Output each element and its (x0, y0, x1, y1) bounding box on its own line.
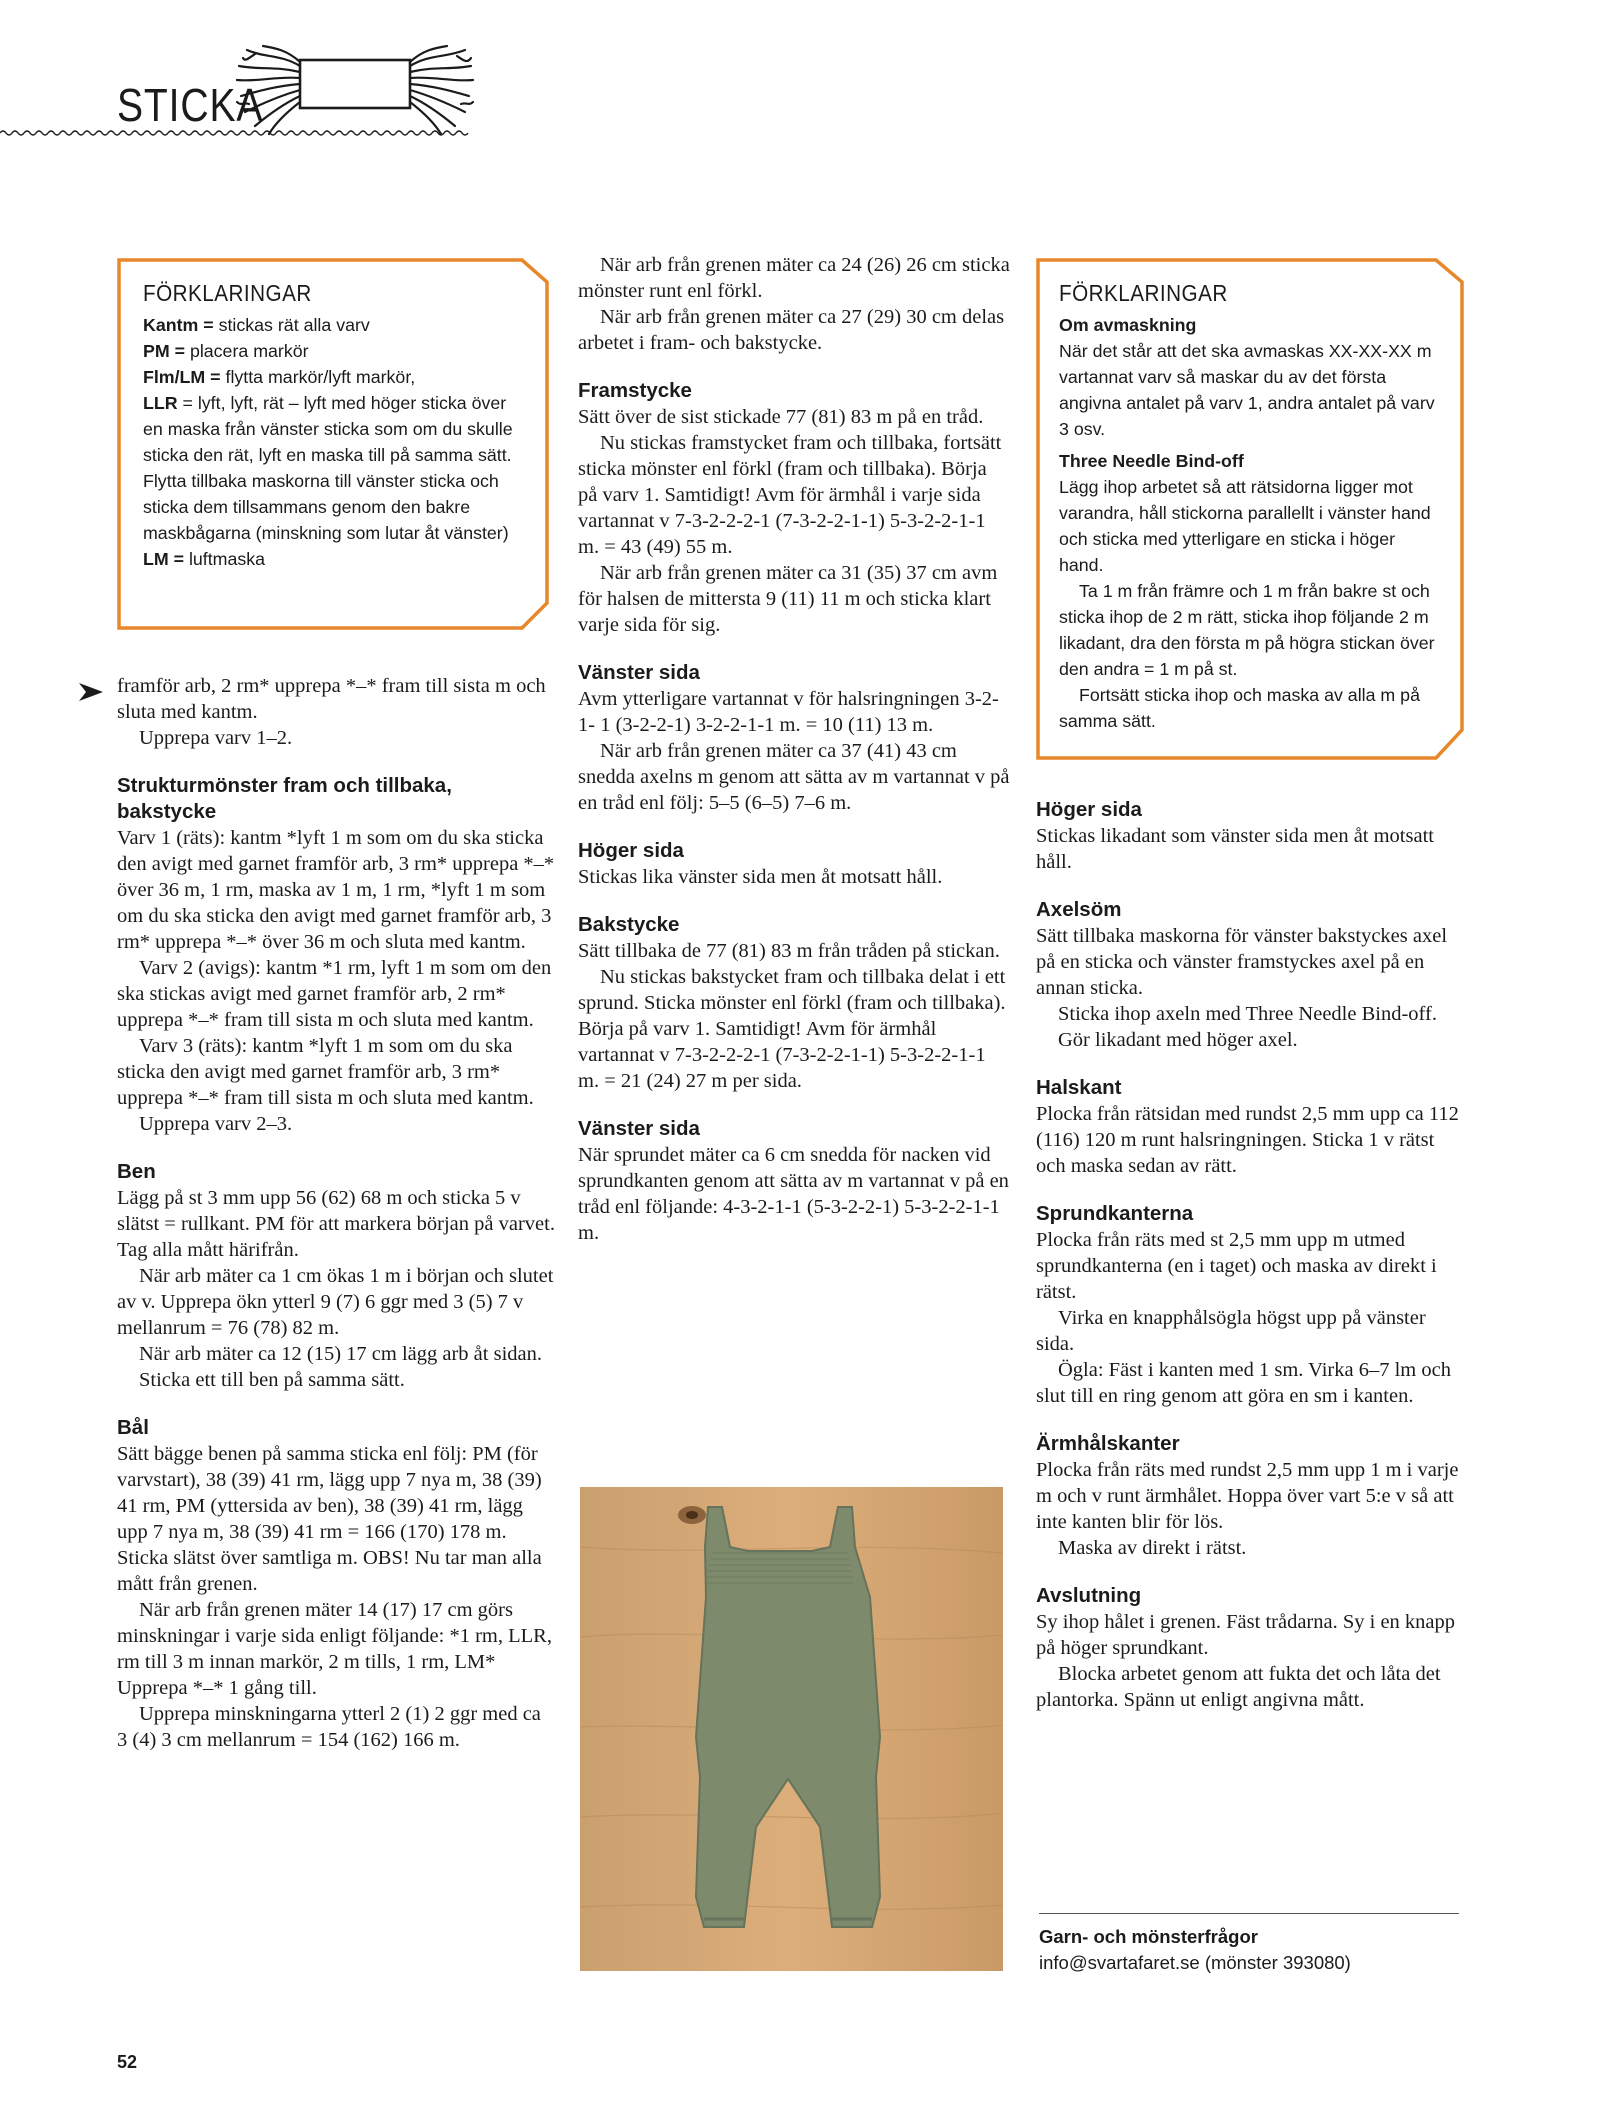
contact-heading: Garn- och mönsterfrågor (1039, 1926, 1258, 1947)
paragraph: framför arb, 2 rm* upprepa *–* fram till sista m och sluta med kantm. (117, 675, 546, 723)
yarn-skein-icon (235, 44, 475, 136)
paragraph: Avm ytterligare vartannat v för halsringningen 3-2-1- 1 (3-2-2-1) 3-2-2-1-1 m. = 10 (11) 13 m. (578, 688, 999, 736)
paragraph: När arb från grenen mäter ca 31 (35) 37 cm avm för halsen de mittersta 9 (11) 11 m och sticka klart varje sida för sig. (578, 562, 998, 636)
explanation-kantm: Kantm = stickas rät alla varv (143, 315, 370, 335)
paragraph: När arb från grenen mäter ca 27 (29) 30 cm delas arbetet i fram- och bakstycke. (578, 306, 1005, 354)
paragraph: Sätt bägge benen på samma sticka enl följ: PM (för varvstart), 38 (39) 41 rm, lägg upp 7 nya m, 38 (39) 41 rm, PM (yttersida av ben), 38 (39) 41 rm, lägg upp 7 nya m, 38 (39) 41 rm = 166 (170) 178 m. Sticka slätst över samtliga m. OBS! Nu tar man alla mått från grenen. (117, 1443, 542, 1595)
heading-sprundkanterna: Sprundkanterna (1036, 1202, 1194, 1225)
contact-divider (1039, 1913, 1459, 1914)
paragraph: När sprundet mäter ca 6 cm snedda för nacken vid sprundkanten genom att sätta av m vartannat v på en tråd enl följande: 4-3-2-1-1 (5-3-2-2-1) 5-3-2-2-1-1 m. (578, 1144, 1009, 1244)
paragraph: Plocka från räts med rundst 2,5 mm upp 1 m i varje m och v runt ärmhålet. Hoppa över vart 5:e v så att inte kanten blir för lös. (1036, 1459, 1459, 1533)
paragraph: Maska av direkt i rätst. (1058, 1537, 1247, 1559)
paragraph: Lägg på st 3 mm upp 56 (62) 68 m och sticka 5 v slätst = rullkant. PM för att markera början på varvet. Tag alla mått härifrån. (117, 1187, 555, 1261)
explanation-llr: LLR = lyft, lyft, rät – lyft med höger sticka över en maska från vänster sticka som om du skulle sticka den rät, lyft en maska till på samma sätt. Flytta tillbaka maskorna till vänster sticka och sticka dem tillsammans genom den bakre maskbågarna (minskning som lutar åt vänster) (143, 393, 513, 543)
heading-framstycke: Framstycke (578, 379, 692, 402)
right-box-title: FÖRKLARINGAR (1059, 280, 1228, 306)
paragraph: Upprepa minskningarna ytterl 2 (1) 2 ggr med ca 3 (4) 3 cm mellanrum = 154 (162) 166 m. (117, 1703, 541, 1751)
contact-email[interactable]: info@svartafaret.se (mönster 393080) (1039, 1952, 1351, 1973)
heading-om-avmaskning: Om avmaskning (1059, 315, 1197, 335)
explanation-pm: PM = placera markör (143, 341, 309, 361)
paragraph: När arb mäter ca 12 (15) 17 cm lägg arb åt sidan. (139, 1343, 543, 1365)
section-title: STICKA (117, 79, 264, 131)
paragraph: När arb från grenen mäter ca 24 (26) 26 cm sticka mönster runt enl förkl. (578, 254, 1010, 302)
paragraph: Fortsätt sticka ihop och maska av alla m på samma sätt. (1059, 685, 1420, 731)
contact-info (1039, 1924, 1351, 1976)
paragraph: Varv 1 (räts): kantm *lyft 1 m som om du ska sticka den avigt med garnet framför arb, 3 rm* upprepa *–* över 36 m, 1 rm, maska av 1 m, 1 rm, *lyft 1 m som om du ska sticka den avigt med garnet framför arb, 3 rm* upprepa *–* över 36 m och sluta med kantm. (117, 827, 555, 953)
heading-armhalskanter: Ärmhålskanter (1036, 1432, 1180, 1455)
paragraph: När arb från grenen mäter 14 (17) 17 cm görs minskningar i varje sida enligt följande: *1 rm, LLR, rm till 3 m innan markör, 2 m tills, 1 rm, LM* Upprepa *–* 1 gång till. (117, 1599, 552, 1699)
paragraph: När arb mäter ca 1 cm ökas 1 m i början och slutet av v. Upprepa ökn ytterl 9 (7) 6 ggr med 3 (5) 7 v mellanrum = 76 (78) 82 m. (117, 1265, 554, 1339)
paragraph: När arb från grenen mäter ca 37 (41) 43 cm snedda axelns m genom att sätta av m vartannat v på en tråd enl följ: 5–5 (6–5) 7–6 m. (578, 740, 1010, 814)
explanation-lm: LM = luftmaska (143, 549, 266, 569)
paragraph: Nu stickas framstycket fram och tillbaka, fortsätt sticka mönster enl förkl (fram och tillbaka). Börja på varv 1. Samtidigt! Avm för ärmhål i varje sida vartannat v 7-3-2-2-2-1 (7-3-2-2-1-1) 5-3-2-2-1-1 m. = 43 (49) 55 m. (578, 432, 1002, 558)
paragraph: Plocka från räts med st 2,5 mm upp m utmed sprundkanterna (en i taget) och maska av direkt i rätst. (1036, 1229, 1437, 1303)
left-explanations-box (143, 280, 521, 572)
heading-bakstycke: Bakstycke (578, 913, 680, 936)
paragraph: Gör likadant med höger axel. (1058, 1029, 1298, 1051)
paragraph: Stickas lika vänster sida men åt motsatt håll. (578, 866, 943, 888)
heading-axelsom: Axelsöm (1036, 898, 1122, 921)
paragraph: Sticka ihop axeln med Three Needle Bind-off. (1058, 1003, 1437, 1025)
paragraph: Virka en knapphålsögla högst upp på vänster sida. (1036, 1307, 1426, 1355)
heading-halskant: Halskant (1036, 1076, 1122, 1099)
garment-photo (580, 1487, 1003, 1971)
heading-avslutning: Avslutning (1036, 1584, 1142, 1607)
paragraph: Sätt tillbaka maskorna för vänster bakstyckes axel på en sticka och vänster framstyckes axel på en annan sticka. (1036, 925, 1448, 999)
heading-three-needle: Three Needle Bind-off (1059, 451, 1244, 471)
heading-bal: Bål (117, 1416, 149, 1439)
column-3 (1036, 797, 1464, 1713)
paragraph: När det står att det ska avmaskas XX-XX-XX m vartannat varv så maskar du av det första angivna antalet på varv 1, andra antalet på varv 3 osv. (1059, 341, 1435, 439)
heading-hoger-sida-bak: Höger sida (1036, 798, 1142, 821)
paragraph: Ta 1 m från främre och 1 m från bakre st och sticka ihop de 2 m rätt, sticka ihop följande 2 m likadant, dra den första m på högra stickan över den andra = 1 m på st. (1059, 581, 1435, 679)
explanation-flm-lm: Flm/LM = flytta markör/lyft markör, (143, 367, 416, 387)
paragraph: Blocka arbetet genom att fukta det och låta det plantorka. Spänn ut enligt angivna mått. (1036, 1663, 1441, 1711)
paragraph: Varv 3 (räts): kantm *lyft 1 m som om du ska sticka den avigt med garnet framför arb, 3 rm* upprepa *–* fram till sista m och sluta med kantm. (117, 1035, 534, 1109)
continuation-arrow-icon (78, 682, 104, 702)
paragraph: Sätt tillbaka de 77 (81) 83 m från tråden på stickan. (578, 940, 1000, 962)
paragraph: Ögla: Fäst i kanten med 1 sm. Virka 6–7 lm och slut till en ring genom att göra en sm i kanten. (1036, 1359, 1451, 1407)
heading-vanster-sida: Vänster sida (578, 661, 700, 684)
heading-ben: Ben (117, 1160, 156, 1183)
column-2 (578, 252, 1010, 1246)
paragraph: Upprepa varv 2–3. (139, 1113, 293, 1135)
paragraph: Upprepa varv 1–2. (139, 727, 293, 749)
paragraph: Nu stickas bakstycket fram och tillbaka delat i ett sprund. Sticka mönster enl förkl (fram och tillbaka). Börja på varv 1. Samtidigt! Avm för ärmhål vartannat v 7-3-2-2-2-1 (7-3-2-2-1-1) 5-3-2-2-1-1 m. = 21 (24) 27 m per sida. (578, 966, 1006, 1092)
left-box-title: FÖRKLARINGAR (143, 280, 312, 306)
heading-hoger-sida: Höger sida (578, 839, 684, 862)
paragraph: Plocka från rätsidan med rundst 2,5 mm upp ca 112 (116) 120 m runt halsringningen. Sticka 1 v rätst och maska sedan av rätt. (1036, 1103, 1459, 1177)
column-1 (117, 673, 555, 1753)
paragraph: Sätt över de sist stickade 77 (81) 83 m på en tråd. (578, 406, 984, 428)
paragraph: Stickas likadant som vänster sida men åt motsatt håll. (1036, 825, 1434, 873)
heading-vanster-sida-bak: Vänster sida (578, 1117, 700, 1140)
paragraph: Lägg ihop arbetet så att rätsidorna ligger mot varandra, håll stickorna parallellt i vänster hand och sticka med ytterligare en sticka i höger hand. (1059, 477, 1431, 575)
paragraph: Sticka ett till ben på samma sätt. (139, 1369, 405, 1391)
right-explanations-box (1059, 280, 1435, 734)
heading-strukturmonster: Strukturmönster fram och tillbaka, bakstycke (117, 774, 452, 823)
paragraph: Sy ihop hålet i grenen. Fäst trådarna. Sy i en knapp på höger sprundkant. (1036, 1611, 1456, 1659)
page-number: 52 (117, 2052, 138, 2072)
header-wavy-rule (0, 128, 470, 138)
paragraph: Varv 2 (avigs): kantm *1 rm, lyft 1 m som om den ska stickas avigt med garnet framför arb, 2 rm* upprepa *–* fram till sista m och sluta med kantm. (117, 957, 552, 1031)
